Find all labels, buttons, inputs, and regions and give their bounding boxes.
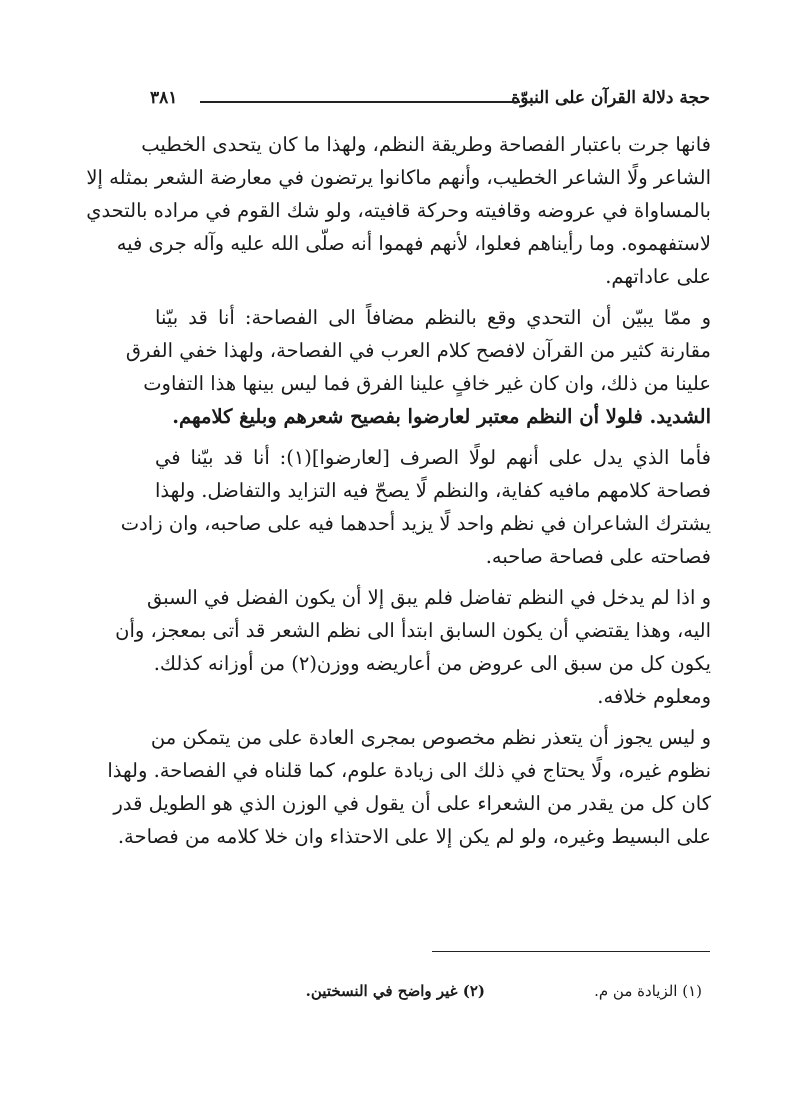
footnote-2: (٢) غير واضح في النسختين.	[305, 982, 485, 1000]
text-line: على عاداتهم.	[605, 265, 711, 288]
text-line: و اذا لم يدخل في النظم تفاضل فلم يبق إلا أن يكون الفضل في السبق	[146, 586, 711, 609]
footnote-1: (١) الزيادة من م.	[594, 982, 702, 1000]
paragraph-4	[115, 581, 711, 713]
text-line: فانها جرت باعتبار الفصاحة وطريقة النظم، ولهذا ما كان يتحدى الخطيب	[141, 133, 711, 156]
text-line: و ممّا يبيّن أن التحدي وقع بالنظم مضافاً الى الفصاحة: أنا قد بيّنا	[155, 306, 711, 329]
text-line: مقارنة كثير من القرآن لافصح كلام العرب في الفصاحة، ولهذا خفي الفرق	[125, 339, 711, 362]
paragraph-3	[120, 441, 711, 573]
text-line: كان كل من يقدر من الشعراء على أن يقول في الوزن الذي هو الطويل قدر	[113, 792, 711, 815]
text-line: بالمساواة في عروضه وقافيته وحركة قافيته، ولو شك القوم في مراده بالتحدي	[86, 199, 711, 222]
text-line: اليه، وهذا يقتضي أن يكون السابق ابتدأ الى نظم الشعر قد أتى بمعجز، وأن	[115, 619, 711, 642]
page-number: ٣٨١	[150, 88, 178, 108]
text-line: يكون كل من سبق الى عروض من أعاريضه ووزن(٢) من أوزانه كذلك.	[153, 652, 711, 675]
text-line: لاستفهموه. وما رأيناهم فعلوا، لأنهم فهموا أنه صلّى الله عليه وآله جرى فيه	[116, 232, 711, 255]
footnotes	[230, 982, 710, 1006]
text-line: فأما الذي يدل على أنهم لولًا الصرف [لعارضوا](١): أنا قد بيّنا في	[155, 446, 711, 469]
text-line: علينا من ذلك، وان كان غير خافٍ علينا الفرق فما ليس بينها هذا التفاوت	[143, 372, 711, 395]
text-line: الشاعر ولًا الشاعر الخطيب، وأنهم ماكانوا يرتضون في معارضة الشعر بمثله إلا	[86, 166, 711, 189]
header-rule	[200, 101, 520, 103]
text-line: على البسيط وغيره، ولو لم يكن إلا على الاحتذاء وان خلا كلامه من فصاحة.	[117, 825, 711, 848]
page-header	[150, 88, 710, 116]
text-line: فصاحته على فصاحة صاحبه.	[485, 545, 711, 568]
text-line: و ليس يجوز أن يتعذر نظم مخصوص بمجرى العادة على من يتمكن من	[150, 726, 711, 749]
text-line: نظوم غيره، ولًا يحتاج في ذلك الى زيادة علوم، كما قلناه في الفصاحة. ولهذا	[107, 759, 711, 782]
body-text	[86, 128, 711, 861]
paragraph-1	[86, 128, 711, 293]
footnote-rule	[432, 951, 710, 952]
text-line: ومعلوم خلافه.	[597, 685, 711, 708]
paragraph-5	[107, 721, 711, 853]
text-line: فصاحة كلامهم مافيه كفاية، والنظم لًا يصحّ فيه التزايد والتفاضل. ولهذا	[155, 479, 711, 502]
text-line: يشترك الشاعران في نظم واحد لًا يزيد أحدهما فيه على صاحبه، وان زادت	[120, 512, 711, 535]
text-line: الشديد. فلولا أن النظم معتبر لعارضوا بفصيح شعرهم وبليغ كلامهم.	[172, 405, 711, 428]
paragraph-2	[125, 301, 711, 433]
running-title: حجة دلالة القرآن على النبوّة	[511, 88, 710, 108]
